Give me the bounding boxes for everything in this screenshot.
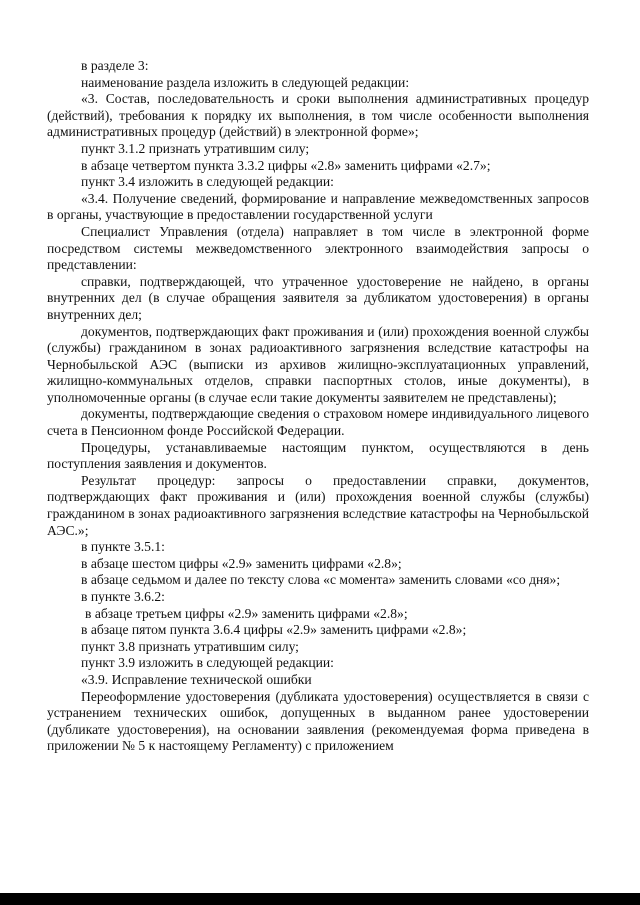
paragraph: Специалист Управления (отдела) направляет в том числе в электронной форме посредством системы межведомственного электронного взаимодействия запросы о представлении:: [47, 223, 589, 273]
paragraph: Результат процедур: запросы о предоставлении справки, документов, подтверждающих факт проживания и (или) прохождения военной службы (службы) гражданином в зонах радиоактивного загрязнения вследствие катастрофы на Чернобыльской АЭС.»;: [47, 472, 589, 538]
paragraph: документов, подтверждающих факт проживания и (или) прохождения военной службы (службы) гражданином в зонах радиоактивного загрязнения вследствие катастрофы на Чернобыльской АЭС (выписки из архивов жилищно-эксплуатационных управлений, жилищно-коммунальных отделов, справки паспортных столов, иные документы), в уполномоченные органы (в случае если такие документы заявителем не представлены);: [47, 323, 589, 405]
paragraph: в абзаце шестом цифры «2.9» заменить цифрами «2.8»;: [81, 555, 402, 571]
document-page: [47, 58, 589, 755]
paragraph: в абзаце четвертом пункта 3.3.2 цифры «2.8» заменить цифрами «2.7»;: [81, 157, 491, 173]
paragraph: в пункте 3.6.2:: [81, 589, 165, 604]
paragraph: пункт 3.4 изложить в следующей редакции:: [81, 174, 334, 190]
paragraph: «3.4. Получение сведений, формирование и направление межведомственных запросов в органы, участвующие в предоставлении государственной услуги: [47, 190, 589, 223]
paragraph: Процедуры, устанавливаемые настоящим пунктом, осуществляются в день поступления заявления и документов.: [47, 439, 589, 472]
paragraph: пункт 3.1.2 признать утратившим силу;: [81, 140, 310, 156]
paragraph: документы, подтверждающие сведения о страховом номере индивидуального лицевого счета в Пенсионном фонде Российской Федерации.: [47, 406, 589, 439]
paragraph: в абзаце третьем цифры «2.9» заменить цифрами «2.8»;: [85, 605, 408, 621]
paragraph: «3. Состав, последовательность и сроки выполнения административных процедур (действий), требования к порядку их выполнения, в том числе особенности выполнения административных процедур (действий) в электронной форме»;: [47, 91, 589, 140]
paragraph: в абзаце седьмом и далее по тексту слова «с момента» заменить словами «со дня»;: [81, 572, 561, 588]
paragraph: наименование раздела изложить в следующей редакции:: [81, 74, 410, 90]
scan-bottom-edge: [0, 893, 640, 905]
paragraph: Переоформление удостоверения (дубликата удостоверения) осуществляется в связи с устранением технических ошибок, допущенных в выданном ранее удостоверении (дубликате удостоверения), на основании заявления (рекомендуемая форма приведена в приложении № 5 к настоящему Регламенту) с приложением: [47, 688, 589, 754]
paragraph: «3.9. Исправление технической ошибки: [81, 671, 312, 687]
paragraph: справки, подтверждающей, что утраченное удостоверение не найдено, в органы внутренних дел (в случае обращения заявителя за дубликатом удостоверения) в органы внутренних дел;: [47, 273, 589, 322]
paragraph: в разделе 3:: [81, 58, 149, 73]
paragraph: пункт 3.9 изложить в следующей редакции:: [81, 655, 334, 671]
paragraph: в пункте 3.5.1:: [81, 539, 165, 555]
paragraph: пункт 3.8 признать утратившим силу;: [81, 638, 299, 654]
paragraph: в абзаце пятом пункта 3.6.4 цифры «2.9» заменить цифрами «2.8»;: [81, 622, 467, 638]
